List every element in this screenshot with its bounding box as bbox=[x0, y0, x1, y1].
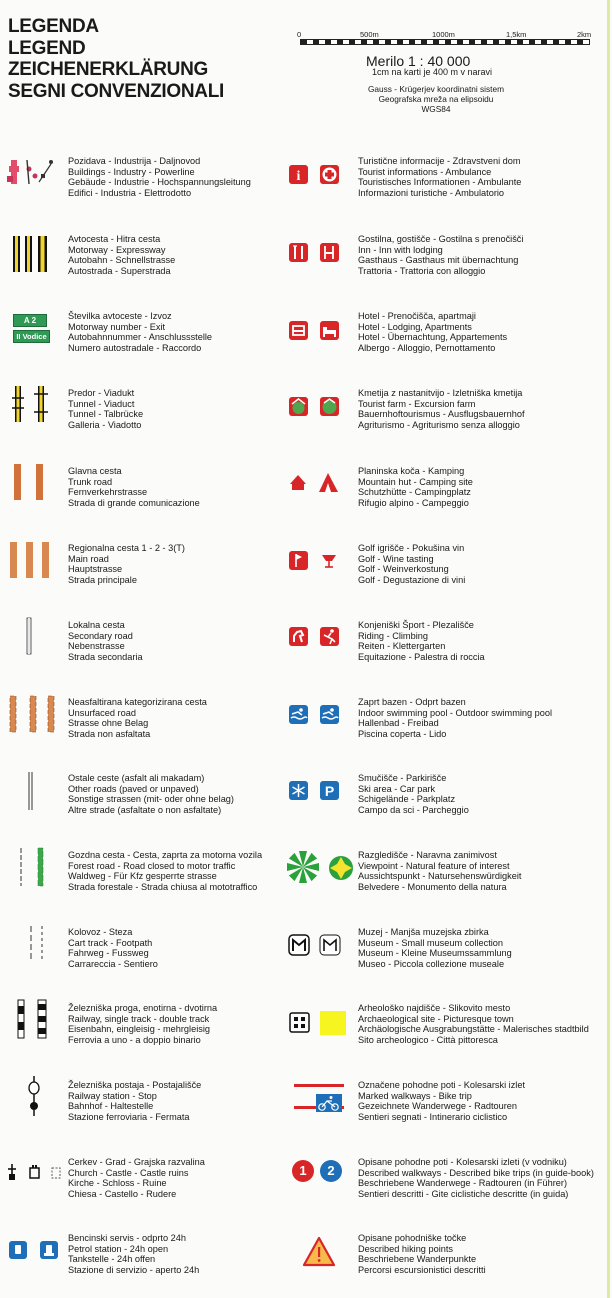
right-legend-entry bbox=[358, 773, 469, 815]
tourist-info-icon bbox=[288, 164, 344, 186]
church-castle-icon bbox=[6, 1162, 62, 1184]
legend-line: Golf - Wine tasting bbox=[358, 553, 434, 564]
legend-line: Avtocesta - Hitra cesta bbox=[68, 234, 161, 244]
left-legend-entry bbox=[68, 1233, 199, 1275]
legend-line: Viewpoint - Natural feature of interest bbox=[358, 860, 510, 871]
legend-line: Hotel - Prenočišča, apartmaji bbox=[358, 311, 476, 321]
legend-line: Nebenstrasse bbox=[68, 641, 125, 652]
legend-line: Tunnel - Talbrücke bbox=[68, 409, 144, 420]
legend-line: Aussichtspunkt - Natursehenswürdigkeit bbox=[358, 871, 522, 882]
hotel-icon bbox=[288, 320, 344, 342]
legend-line: Cerkev - Grad - Grajska razvalina bbox=[68, 1157, 205, 1167]
right-legend-entry bbox=[358, 156, 521, 198]
legend-line: Altre strade (asfaltate o non asfaltate) bbox=[68, 804, 222, 815]
legend-line: Ferrovia a uno - a doppio binario bbox=[68, 1034, 201, 1045]
legend-line: Gasthaus - Gasthaus mit übernachtung bbox=[358, 255, 519, 266]
legend-line: Museum - Kleine Museumssammlung bbox=[358, 948, 512, 959]
left-legend-entry bbox=[68, 234, 175, 276]
hiking-point-icon bbox=[302, 1236, 336, 1268]
legend-line: Planinska koča - Kamping bbox=[358, 466, 465, 476]
legend-line: Beschriebene Wanderpunkte bbox=[358, 1254, 477, 1265]
legend-line: Hallenbad - Freibad bbox=[358, 718, 439, 729]
scale-tick: 0 bbox=[297, 30, 302, 39]
left-legend-entry bbox=[68, 311, 212, 353]
riding-climbing-icon bbox=[288, 626, 344, 648]
legend-line: Železniška postaja - Postajališče bbox=[68, 1080, 202, 1090]
legend-line: Carrareccia - Sentiero bbox=[68, 958, 158, 969]
legend-line: Trunk road bbox=[68, 476, 113, 487]
unsurfaced-road-icon bbox=[8, 694, 58, 734]
legend-line: Sonstige strassen (mit- oder ohne belag) bbox=[68, 794, 234, 805]
title-line: LEGENDA bbox=[8, 16, 99, 37]
legend-line: Železniška proga, enotirna - dvotirna bbox=[68, 1003, 218, 1013]
legend-line: Smučišče - Parkirišče bbox=[358, 773, 447, 783]
legend-line: Kirche - Schloss - Ruine bbox=[68, 1178, 167, 1189]
legend-line: Museo - Piccola collezione museale bbox=[358, 958, 505, 969]
right-legend-entry bbox=[358, 1157, 594, 1199]
legend-line: Ostale ceste (asfalt ali makadam) bbox=[68, 773, 205, 783]
legend-line: Rifugio alpino - Campeggio bbox=[358, 497, 469, 508]
legend-line: Pozidava - Industrija - Daljnovod bbox=[68, 156, 201, 166]
scale-tick: 1,5km bbox=[506, 30, 527, 39]
legend-line: Tankstelle - 24h offen bbox=[68, 1254, 156, 1265]
legend-line: Označene pohodne poti - Kolesarski izlet bbox=[358, 1080, 526, 1090]
legend-line: Strada non asfaltata bbox=[68, 728, 151, 739]
right-legend-entry bbox=[358, 388, 525, 430]
legend-line: Cart track - Footpath bbox=[68, 937, 153, 948]
legend-line: Fahrweg - Fussweg bbox=[68, 948, 149, 959]
right-legend-entry bbox=[358, 234, 523, 276]
legend-line: Golf - Weinverkostung bbox=[358, 564, 449, 575]
legend-line: Beschriebene Wanderwege - Radtouren (in Führer) bbox=[358, 1178, 568, 1189]
scale-tick: 2km bbox=[577, 30, 592, 39]
archaeological-site-icon bbox=[288, 1010, 348, 1036]
legend-line: Autobahnnummer - Anschlussstelle bbox=[68, 332, 213, 343]
legend-line: Regionalna cesta 1 - 2 - 3(T) bbox=[68, 543, 185, 553]
legend-line: Hotel - Lodging, Apartments bbox=[358, 321, 472, 332]
legend-line: Glavna cesta bbox=[68, 466, 122, 476]
left-legend-entry bbox=[68, 773, 234, 815]
bike-trip-number-badge: 2 bbox=[320, 1160, 342, 1182]
legend-line: Described walkways - Described bike trips (in guide-book) bbox=[358, 1167, 594, 1178]
main-road-icon bbox=[8, 540, 56, 580]
inn-icon bbox=[288, 242, 344, 264]
right-legend-entry bbox=[358, 1003, 589, 1045]
legend-line: Chiesa - Castello - Rudere bbox=[68, 1188, 177, 1199]
scale-bar bbox=[300, 39, 590, 45]
legend-line: Reiten - Klettergarten bbox=[358, 641, 446, 652]
legend-line: Motorway number - Exit bbox=[68, 321, 166, 332]
right-legend-entry bbox=[358, 543, 465, 585]
legend-line: Arheološko najdišče - Slikovito mesto bbox=[358, 1003, 511, 1013]
legend-line: Autostrada - Superstrada bbox=[68, 265, 171, 276]
legend-line: Gebäude - Industrie - Hochspannungsleitung bbox=[68, 177, 251, 188]
legend-line: Tunnel - Viaduct bbox=[68, 398, 135, 409]
legend-line: Strada principale bbox=[68, 574, 137, 585]
legend-line: Described hiking points bbox=[358, 1243, 453, 1254]
legend-line: Edifici - Industria - Elettrodotto bbox=[68, 187, 192, 198]
legend-line: Museum - Small museum collection bbox=[358, 937, 504, 948]
golf-icon bbox=[288, 550, 344, 572]
left-legend-entry bbox=[68, 1157, 205, 1199]
other-roads-icon bbox=[26, 770, 36, 812]
legend-line: Archäologische Ausgrabungstätte - Malerisches stadtbild bbox=[358, 1024, 589, 1035]
marked-walkways-icon bbox=[294, 1080, 346, 1116]
legend-line: Stazione di servizio - aperto 24h bbox=[68, 1264, 200, 1275]
legend-line: Gezeichnete Wanderwege - Radtouren bbox=[358, 1101, 517, 1112]
legend-line: Neasfaltirana kategorizirana cesta bbox=[68, 697, 207, 707]
legend-line: Secondary road bbox=[68, 630, 133, 641]
legend-line: Forest road - Road closed to motor traffic bbox=[68, 860, 236, 871]
exit-badge: II Vodice bbox=[13, 330, 50, 343]
legend-line: Railway, single track - double track bbox=[68, 1013, 210, 1024]
legend-line: Stazione ferroviaria - Fermata bbox=[68, 1111, 190, 1122]
legend-line: Equitazione - Palestra di roccia bbox=[358, 651, 485, 662]
legend-line: Tourist farm - Excursion farm bbox=[358, 398, 476, 409]
described-walkways-icon bbox=[292, 1160, 352, 1184]
legend-line: Motorway - Expressway bbox=[68, 244, 166, 255]
legend-line: Schutzhütte - Campingplatz bbox=[358, 487, 471, 498]
legend-line: Hauptstrasse bbox=[68, 564, 123, 575]
left-legend-entry bbox=[68, 388, 143, 430]
legend-line: Riding - Climbing bbox=[358, 630, 428, 641]
ski-parking-icon bbox=[288, 780, 344, 802]
legend-line: Galleria - Viadotto bbox=[68, 419, 142, 430]
legend-line: Razgledišče - Naravna zanimivost bbox=[358, 850, 497, 860]
petrol-station-icon bbox=[8, 1240, 64, 1267]
title-line: SEGNI CONVENZIONALI bbox=[8, 80, 224, 102]
legend-line: Gostilna, gostišče - Gostilna s prenočišči bbox=[358, 234, 524, 244]
secondary-road-icon bbox=[22, 616, 38, 656]
legend-line: Percorsi escursionistici descritti bbox=[358, 1264, 486, 1275]
legend-line: Številka avtoceste - Izvoz bbox=[68, 311, 172, 321]
left-legend-entry bbox=[68, 927, 158, 969]
scale-title: Merilo 1 : 40 000 bbox=[366, 53, 471, 69]
legend-line: Informazioni turistiche - Ambulatorio bbox=[358, 187, 505, 198]
viewpoint-icon bbox=[286, 848, 356, 888]
legend-line: Unsurfaced road bbox=[68, 707, 136, 718]
tourist-farm-icon bbox=[288, 396, 344, 418]
right-legend-entry bbox=[358, 927, 512, 969]
legend-line: Inn - Inn with lodging bbox=[358, 244, 443, 255]
left-legend-entry bbox=[68, 697, 207, 739]
legend-line: Turistične informacije - Zdravstveni dom bbox=[358, 156, 521, 166]
legend-line: Lokalna cesta bbox=[68, 620, 125, 630]
legend-line: Waldweg - Für Kfz gesperrte strasse bbox=[68, 871, 217, 882]
legend-line: Petrol station - 24h open bbox=[68, 1243, 169, 1254]
legend-line: Opisane pohodniške točke bbox=[358, 1233, 467, 1243]
left-legend-entry bbox=[68, 543, 185, 585]
right-legend-entry bbox=[358, 311, 507, 353]
legend-line: Ski area - Car park bbox=[358, 783, 436, 794]
legend-line: Main road bbox=[68, 553, 109, 564]
left-legend-entry bbox=[68, 850, 262, 892]
legend-line: Golf igrišče - Pokušina vin bbox=[358, 543, 465, 553]
legend-line: Strada forestale - Strada chiusa al mototraffico bbox=[68, 881, 258, 892]
motorway-icon bbox=[10, 234, 50, 274]
left-legend-entry bbox=[68, 1003, 217, 1045]
legend-line: Opisane pohodne poti - Kolesarski izleti (v vodniku) bbox=[358, 1157, 567, 1167]
legend-line: Campo da sci - Parcheggio bbox=[358, 804, 469, 815]
legend-line: Eisenbahn, eingleisig - mehrgleisig bbox=[68, 1024, 210, 1035]
right-legend-entry bbox=[358, 1080, 525, 1122]
legend-line: Railway station - Stop bbox=[68, 1090, 157, 1101]
left-legend-entry bbox=[68, 156, 251, 198]
legend-line: Belvedere - Monumento della natura bbox=[358, 881, 507, 892]
scale-tick: 500m bbox=[360, 30, 379, 39]
legend-line: Buildings - Industry - Powerline bbox=[68, 166, 195, 177]
legend-line: Schigelände - Parkplatz bbox=[358, 794, 456, 805]
legend-line: Kmetija z nastanitvijo - Izletniška kmetija bbox=[358, 388, 523, 398]
legend-line: Sentieri segnati - Intinerario ciclistico bbox=[358, 1111, 508, 1122]
legend-line: Sito archeologico - Città pittoresca bbox=[358, 1034, 498, 1045]
page-edge bbox=[607, 0, 610, 1298]
legend-line: Sentieri descritti - Gite ciclistiche descritte (in guida) bbox=[358, 1188, 569, 1199]
legend-line: Autobahn - Schnellstrasse bbox=[68, 255, 176, 266]
projection-line: Geografska mreža na elipsoidu WGS84 bbox=[378, 94, 494, 114]
museum-icon bbox=[288, 934, 344, 958]
legend-line: Strada di grande comunicazione bbox=[68, 497, 200, 508]
left-legend-entry bbox=[68, 466, 200, 508]
scale-subtitle: 1cm na karti je 400 m v naravi bbox=[372, 67, 493, 77]
legend-line: Other roads (paved or unpaved) bbox=[68, 783, 199, 794]
right-legend-entry bbox=[358, 1233, 486, 1275]
legend-line: Predor - Viadukt bbox=[68, 388, 135, 398]
legend-line: Kolovoz - Steza bbox=[68, 927, 133, 937]
title-line: ZEICHENERKLÄRUNG bbox=[8, 59, 208, 80]
legend-line: Trattoria - Trattoria con alloggio bbox=[358, 265, 486, 276]
legend-line: Albergo - Alloggio, Pernottamento bbox=[358, 342, 496, 353]
trunk-road-icon bbox=[12, 462, 48, 502]
motorway-number-badge: A 2 bbox=[13, 314, 47, 327]
projection-line: Gauss - Krügerjev koordinatni sistem bbox=[367, 84, 505, 94]
legend-line: Bauernhoftourismus - Ausflugsbauernhof bbox=[358, 409, 525, 420]
legend-line: Mountain hut - Camping site bbox=[358, 476, 473, 487]
left-legend-entry bbox=[68, 620, 143, 662]
svg-text:P: P bbox=[324, 783, 335, 799]
legend-line: Muzej - Manjša muzejska zbirka bbox=[358, 927, 489, 937]
railway-icon bbox=[16, 998, 52, 1040]
cart-track-icon bbox=[28, 924, 48, 964]
railway-station-icon bbox=[26, 1074, 44, 1118]
legend-line: Bencinski servis - odprto 24h bbox=[68, 1233, 186, 1243]
tunnel-viaduct-icon bbox=[10, 384, 54, 424]
legend-line: Agriturismo - Agriturismo senza alloggio bbox=[358, 419, 520, 430]
legend-line: Marked walkways - Bike trip bbox=[358, 1090, 472, 1101]
legend-line: Touristisches Informationen - Ambulante bbox=[358, 177, 522, 188]
legend-line: Konjeniški Šport - Plezališče bbox=[358, 620, 474, 630]
legend-line: Church - Castle - Castle ruins bbox=[68, 1167, 189, 1178]
legend-line: Strasse ohne Belag bbox=[68, 718, 149, 729]
right-legend-entry bbox=[358, 620, 485, 662]
legend-line: Numero autostradale - Raccordo bbox=[68, 342, 202, 353]
right-legend-entry bbox=[358, 466, 473, 508]
right-legend-entry bbox=[358, 697, 552, 739]
legend-line: Bahnhof - Haltestelle bbox=[68, 1101, 154, 1112]
svg-text:i: i bbox=[296, 169, 301, 184]
legend-line: Fernverkehrstrasse bbox=[68, 487, 148, 498]
forest-road-icon bbox=[18, 846, 48, 888]
left-legend-entry bbox=[68, 1080, 201, 1122]
scale-tick: 1000m bbox=[432, 30, 455, 39]
swimming-pool-icon bbox=[288, 704, 344, 726]
legend-line: Archaeological site - Picturesque town bbox=[358, 1013, 514, 1024]
legend-line: Zaprt bazen - Odprt bazen bbox=[358, 697, 466, 707]
title-line: LEGEND bbox=[8, 37, 86, 59]
mountain-hut-icon bbox=[286, 470, 346, 496]
motorway-number-icon bbox=[13, 314, 50, 343]
legend-title bbox=[8, 16, 224, 102]
legend-line: Golf - Degustazione di vini bbox=[358, 574, 466, 585]
legend-line: Tourist informations - Ambulance bbox=[358, 166, 492, 177]
projection-note bbox=[366, 84, 506, 114]
legend-line: Piscina coperta - Lido bbox=[358, 728, 447, 739]
legend-line: Gozdna cesta - Cesta, zaprta za motorna vozila bbox=[68, 850, 263, 860]
legend-line: Strada secondaria bbox=[68, 651, 143, 662]
powerline-industry-icon bbox=[5, 152, 61, 194]
legend-line: Indoor swimming pool - Outdoor swimming pool bbox=[358, 707, 553, 718]
walkway-number-badge: 1 bbox=[292, 1160, 314, 1182]
legend-line: Hotel - Übernachtung, Appartements bbox=[358, 332, 508, 343]
right-legend-entry bbox=[358, 850, 521, 892]
